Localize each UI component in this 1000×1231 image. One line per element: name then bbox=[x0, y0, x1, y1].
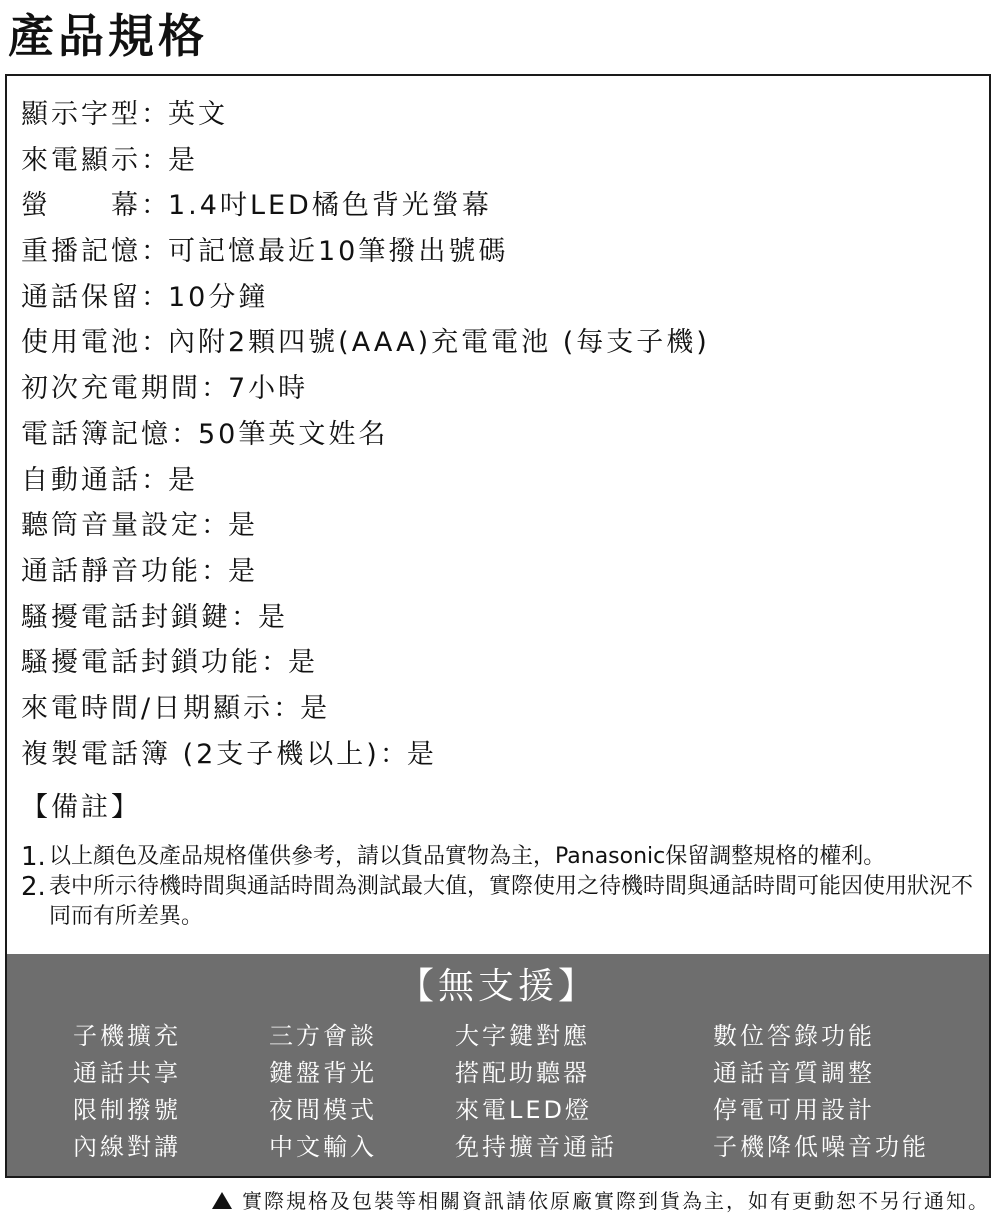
spec-row bbox=[21, 92, 975, 138]
spec-value: 英文 bbox=[168, 99, 228, 130]
feature-column bbox=[455, 1018, 617, 1166]
feature-item: 鍵盤背光 bbox=[269, 1059, 377, 1087]
feature-item: 夜間模式 bbox=[269, 1096, 377, 1124]
feature-item: 通話共享 bbox=[73, 1059, 181, 1087]
spec-value: 是 bbox=[228, 510, 258, 542]
feature-item: 內線對講 bbox=[73, 1133, 181, 1161]
feature-item: 限制撥號 bbox=[73, 1096, 181, 1124]
spec-label: 來電顯示 bbox=[21, 144, 141, 176]
feature-item: 通話音質調整 bbox=[713, 1059, 875, 1087]
spec-separator: ： bbox=[201, 510, 228, 542]
spec-label: 來電時間/日期顯示 bbox=[21, 692, 274, 724]
spec-label: 顯示字型 bbox=[21, 99, 141, 130]
note-text: 以上顏色及產品規格僅供參考，請以貨品實物為主，Panasonic保留調整規格的權利。 bbox=[49, 844, 886, 869]
unsupported-features-panel bbox=[7, 954, 989, 1176]
note-item bbox=[21, 872, 975, 932]
spec-row bbox=[21, 595, 975, 641]
feature-item: 數位答錄功能 bbox=[713, 1022, 875, 1050]
spec-value: 內附2顆四號(AAA)充電電池 (每支子機) bbox=[168, 327, 710, 359]
spec-row bbox=[21, 138, 975, 184]
spec-label: 騷擾電話封鎖鍵 bbox=[21, 601, 231, 633]
spec-separator: ： bbox=[141, 99, 168, 130]
triangle-up-icon bbox=[212, 1192, 232, 1209]
notes-heading: 【備註】 bbox=[21, 792, 141, 823]
spec-row bbox=[21, 732, 975, 778]
spec-label: 初次充電期間 bbox=[21, 373, 201, 405]
spec-row bbox=[21, 320, 975, 366]
spec-label: 複製電話簿 (2支子機以上) bbox=[21, 738, 380, 770]
spec-label: 使用電池 bbox=[21, 327, 141, 359]
feature-item: 搭配助聽器 bbox=[455, 1059, 590, 1087]
spec-value: 是 bbox=[228, 555, 258, 587]
feature-column bbox=[269, 1018, 377, 1166]
spec-value: 10分鐘 bbox=[168, 281, 269, 313]
spec-label: 自動通話 bbox=[21, 464, 141, 496]
spec-separator: ： bbox=[171, 418, 198, 450]
feature-item: 大字鍵對應 bbox=[455, 1022, 590, 1050]
spec-value: 是 bbox=[300, 692, 331, 724]
unsupported-title: 【無支援】 bbox=[397, 966, 598, 1007]
spec-value: 1.4吋LED橘色背光螢幕 bbox=[168, 190, 492, 222]
spec-separator: ： bbox=[273, 692, 301, 724]
spec-separator: ： bbox=[141, 144, 168, 176]
spec-separator: ： bbox=[201, 373, 228, 405]
footer-disclaimer bbox=[212, 1186, 990, 1216]
spec-row bbox=[21, 458, 975, 504]
feature-column bbox=[713, 1018, 929, 1166]
feature-item: 子機擴充 bbox=[73, 1022, 181, 1050]
spec-panel bbox=[5, 74, 991, 1178]
spec-list bbox=[21, 92, 975, 777]
spec-label: 重播記憶 bbox=[21, 236, 141, 268]
spec-separator: ： bbox=[201, 555, 228, 587]
spec-value: 是 bbox=[168, 144, 198, 176]
spec-row bbox=[21, 229, 975, 275]
spec-value: 50筆英文姓名 bbox=[198, 418, 389, 450]
spec-separator: ： bbox=[379, 738, 407, 770]
spec-label: 聽筒音量設定 bbox=[21, 510, 201, 542]
page-title: 產品規格 bbox=[8, 9, 208, 63]
spec-row bbox=[21, 686, 975, 732]
spec-value: 是 bbox=[406, 738, 437, 770]
feature-item: 子機降低噪音功能 bbox=[713, 1133, 929, 1161]
note-number: 1. bbox=[21, 842, 46, 872]
feature-item: 停電可用設計 bbox=[713, 1096, 875, 1124]
spec-row bbox=[21, 183, 975, 229]
feature-item: 三方會談 bbox=[269, 1022, 377, 1050]
feature-item: 來電LED燈 bbox=[455, 1096, 593, 1124]
feature-item: 免持擴音通話 bbox=[455, 1133, 617, 1161]
spec-value: 是 bbox=[258, 601, 288, 633]
spec-row bbox=[21, 412, 975, 458]
spec-separator: ： bbox=[231, 601, 258, 633]
spec-value: 7小時 bbox=[228, 373, 309, 405]
note-item bbox=[21, 842, 975, 872]
spec-row bbox=[21, 275, 975, 321]
spec-label: 騷擾電話封鎖功能 bbox=[21, 647, 261, 679]
spec-separator: ： bbox=[141, 236, 168, 268]
notes-list bbox=[21, 842, 975, 932]
spec-row bbox=[21, 640, 975, 686]
spec-value: 可記憶最近10筆撥出號碼 bbox=[168, 236, 509, 268]
spec-separator: ： bbox=[141, 190, 168, 222]
spec-value: 是 bbox=[168, 464, 198, 496]
spec-value: 是 bbox=[288, 647, 318, 679]
spec-label: 通話保留 bbox=[21, 281, 141, 313]
spec-row bbox=[21, 366, 975, 412]
spec-label: 電話簿記憶 bbox=[21, 418, 171, 450]
spec-separator: ： bbox=[141, 281, 168, 313]
footer-text: 實際規格及包裝等相關資訊請依原廠實際到貨為主，如有更動恕不另行通知。 bbox=[242, 1189, 990, 1213]
spec-row bbox=[21, 549, 975, 595]
spec-separator: ： bbox=[261, 647, 288, 679]
spec-separator: ： bbox=[141, 327, 168, 359]
spec-separator: ： bbox=[141, 464, 168, 496]
feature-column bbox=[73, 1018, 181, 1166]
note-text: 表中所示待機時間與通話時間為測試最大值，實際使用之待機時間與通話時間可能因使用狀況不同而有所差異。 bbox=[49, 874, 974, 929]
spec-row bbox=[21, 503, 975, 549]
spec-label: 螢 幕 bbox=[21, 190, 141, 222]
feature-item: 中文輸入 bbox=[269, 1133, 377, 1161]
note-number: 2. bbox=[21, 872, 46, 902]
spec-label: 通話靜音功能 bbox=[21, 555, 201, 587]
